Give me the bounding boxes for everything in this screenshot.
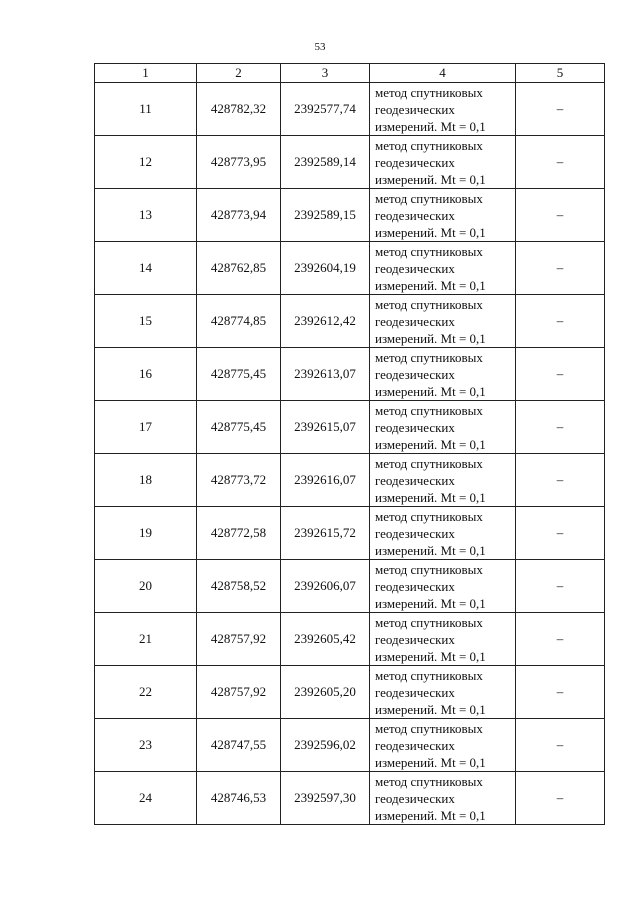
y-coordinate-cell: 2392612,42 <box>281 295 370 348</box>
method-text-line-2: геодезических <box>375 791 455 806</box>
y-coordinate-cell: 2392577,74 <box>281 83 370 136</box>
method-text-line-3: измерений. Mt = 0,1 <box>375 808 486 823</box>
method-cell <box>370 454 516 507</box>
method-text-line-2: геодезических <box>375 261 455 276</box>
method-text-line-3: измерений. Mt = 0,1 <box>375 596 486 611</box>
method-text-line-2: геодезических <box>375 155 455 170</box>
x-coordinate-cell: 428773,94 <box>197 189 281 242</box>
method-text-line-1: метод спутниковых <box>375 85 483 100</box>
method-text-line-3: измерений. Mt = 0,1 <box>375 331 486 346</box>
x-coordinate-cell: 428747,55 <box>197 719 281 772</box>
method-text-line-2: геодезических <box>375 738 455 753</box>
x-coordinate-cell: 428774,85 <box>197 295 281 348</box>
method-text-line-1: метод спутниковых <box>375 615 483 630</box>
table-row <box>95 136 605 189</box>
table-row <box>95 666 605 719</box>
method-text-line-1: метод спутниковых <box>375 668 483 683</box>
method-text-line-2: геодезических <box>375 473 455 488</box>
method-cell <box>370 136 516 189</box>
description-cell: – <box>516 83 605 136</box>
description-cell: – <box>516 772 605 825</box>
table-row <box>95 613 605 666</box>
table-row <box>95 189 605 242</box>
description-cell: – <box>516 189 605 242</box>
header-col-3: 3 <box>281 64 370 83</box>
x-coordinate-cell: 428757,92 <box>197 613 281 666</box>
table-row <box>95 348 605 401</box>
table-row <box>95 507 605 560</box>
point-number-cell: 16 <box>95 348 197 401</box>
method-text-line-2: геодезических <box>375 685 455 700</box>
method-text-line-3: измерений. Mt = 0,1 <box>375 649 486 664</box>
y-coordinate-cell: 2392615,72 <box>281 507 370 560</box>
table-row <box>95 83 605 136</box>
x-coordinate-cell: 428775,45 <box>197 401 281 454</box>
method-text-line-2: геодезических <box>375 314 455 329</box>
method-cell <box>370 348 516 401</box>
method-text-line-2: геодезических <box>375 420 455 435</box>
point-number-cell: 19 <box>95 507 197 560</box>
method-text-line-3: измерений. Mt = 0,1 <box>375 278 486 293</box>
description-cell: – <box>516 242 605 295</box>
y-coordinate-cell: 2392606,07 <box>281 560 370 613</box>
y-coordinate-cell: 2392605,42 <box>281 613 370 666</box>
point-number-cell: 23 <box>95 719 197 772</box>
table-row <box>95 454 605 507</box>
point-number-cell: 14 <box>95 242 197 295</box>
method-cell <box>370 401 516 454</box>
x-coordinate-cell: 428758,52 <box>197 560 281 613</box>
description-cell: – <box>516 666 605 719</box>
header-col-2: 2 <box>197 64 281 83</box>
table-body <box>95 83 605 825</box>
method-cell <box>370 507 516 560</box>
description-cell: – <box>516 401 605 454</box>
method-text-line-1: метод спутниковых <box>375 403 483 418</box>
method-text-line-3: измерений. Mt = 0,1 <box>375 543 486 558</box>
method-text-line-3: измерений. Mt = 0,1 <box>375 755 486 770</box>
method-text-line-1: метод спутниковых <box>375 138 483 153</box>
point-number-cell: 13 <box>95 189 197 242</box>
description-cell: – <box>516 719 605 772</box>
method-text-line-2: геодезических <box>375 526 455 541</box>
description-cell: – <box>516 136 605 189</box>
method-text-line-1: метод спутниковых <box>375 297 483 312</box>
table-row <box>95 401 605 454</box>
table-header-row <box>95 64 605 83</box>
header-col-4: 4 <box>370 64 516 83</box>
description-cell: – <box>516 613 605 666</box>
table-row <box>95 242 605 295</box>
method-cell <box>370 719 516 772</box>
table-row <box>95 560 605 613</box>
y-coordinate-cell: 2392616,07 <box>281 454 370 507</box>
method-text-line-3: измерений. Mt = 0,1 <box>375 490 486 505</box>
method-text-line-1: метод спутниковых <box>375 721 483 736</box>
point-number-cell: 24 <box>95 772 197 825</box>
y-coordinate-cell: 2392597,30 <box>281 772 370 825</box>
x-coordinate-cell: 428772,58 <box>197 507 281 560</box>
x-coordinate-cell: 428773,95 <box>197 136 281 189</box>
x-coordinate-cell: 428762,85 <box>197 242 281 295</box>
page-number: 53 <box>314 41 326 53</box>
method-text-line-3: измерений. Mt = 0,1 <box>375 702 486 717</box>
header-col-5: 5 <box>516 64 605 83</box>
method-text-line-1: метод спутниковых <box>375 350 483 365</box>
point-number-cell: 17 <box>95 401 197 454</box>
table-row <box>95 719 605 772</box>
method-text-line-3: измерений. Mt = 0,1 <box>375 119 486 134</box>
table-row <box>95 295 605 348</box>
y-coordinate-cell: 2392596,02 <box>281 719 370 772</box>
method-text-line-1: метод спутниковых <box>375 244 483 259</box>
description-cell: – <box>516 454 605 507</box>
method-cell <box>370 83 516 136</box>
method-text-line-2: геодезических <box>375 579 455 594</box>
point-number-cell: 18 <box>95 454 197 507</box>
point-number-cell: 22 <box>95 666 197 719</box>
method-text-line-1: метод спутниковых <box>375 774 483 789</box>
y-coordinate-cell: 2392605,20 <box>281 666 370 719</box>
method-text-line-1: метод спутниковых <box>375 562 483 577</box>
method-text-line-3: измерений. Mt = 0,1 <box>375 437 486 452</box>
method-text-line-1: метод спутниковых <box>375 456 483 471</box>
method-cell <box>370 295 516 348</box>
method-cell <box>370 189 516 242</box>
x-coordinate-cell: 428775,45 <box>197 348 281 401</box>
point-number-cell: 12 <box>95 136 197 189</box>
description-cell: – <box>516 295 605 348</box>
method-text-line-2: геодезических <box>375 632 455 647</box>
y-coordinate-cell: 2392589,15 <box>281 189 370 242</box>
x-coordinate-cell: 428757,92 <box>197 666 281 719</box>
method-text-line-1: метод спутниковых <box>375 509 483 524</box>
method-text-line-3: измерений. Mt = 0,1 <box>375 384 486 399</box>
method-cell <box>370 772 516 825</box>
coordinates-table <box>94 63 605 825</box>
method-text-line-1: метод спутниковых <box>375 191 483 206</box>
point-number-cell: 15 <box>95 295 197 348</box>
table-row <box>95 772 605 825</box>
method-cell <box>370 613 516 666</box>
y-coordinate-cell: 2392615,07 <box>281 401 370 454</box>
header-col-1: 1 <box>95 64 197 83</box>
point-number-cell: 11 <box>95 83 197 136</box>
method-cell <box>370 560 516 613</box>
description-cell: – <box>516 560 605 613</box>
point-number-cell: 20 <box>95 560 197 613</box>
point-number-cell: 21 <box>95 613 197 666</box>
method-text-line-3: измерений. Mt = 0,1 <box>375 172 486 187</box>
method-text-line-3: измерений. Mt = 0,1 <box>375 225 486 240</box>
description-cell: – <box>516 348 605 401</box>
method-cell <box>370 666 516 719</box>
y-coordinate-cell: 2392589,14 <box>281 136 370 189</box>
y-coordinate-cell: 2392604,19 <box>281 242 370 295</box>
x-coordinate-cell: 428782,32 <box>197 83 281 136</box>
method-text-line-2: геодезических <box>375 367 455 382</box>
method-text-line-2: геодезических <box>375 208 455 223</box>
description-cell: – <box>516 507 605 560</box>
method-text-line-2: геодезических <box>375 102 455 117</box>
y-coordinate-cell: 2392613,07 <box>281 348 370 401</box>
x-coordinate-cell: 428773,72 <box>197 454 281 507</box>
method-cell <box>370 242 516 295</box>
x-coordinate-cell: 428746,53 <box>197 772 281 825</box>
